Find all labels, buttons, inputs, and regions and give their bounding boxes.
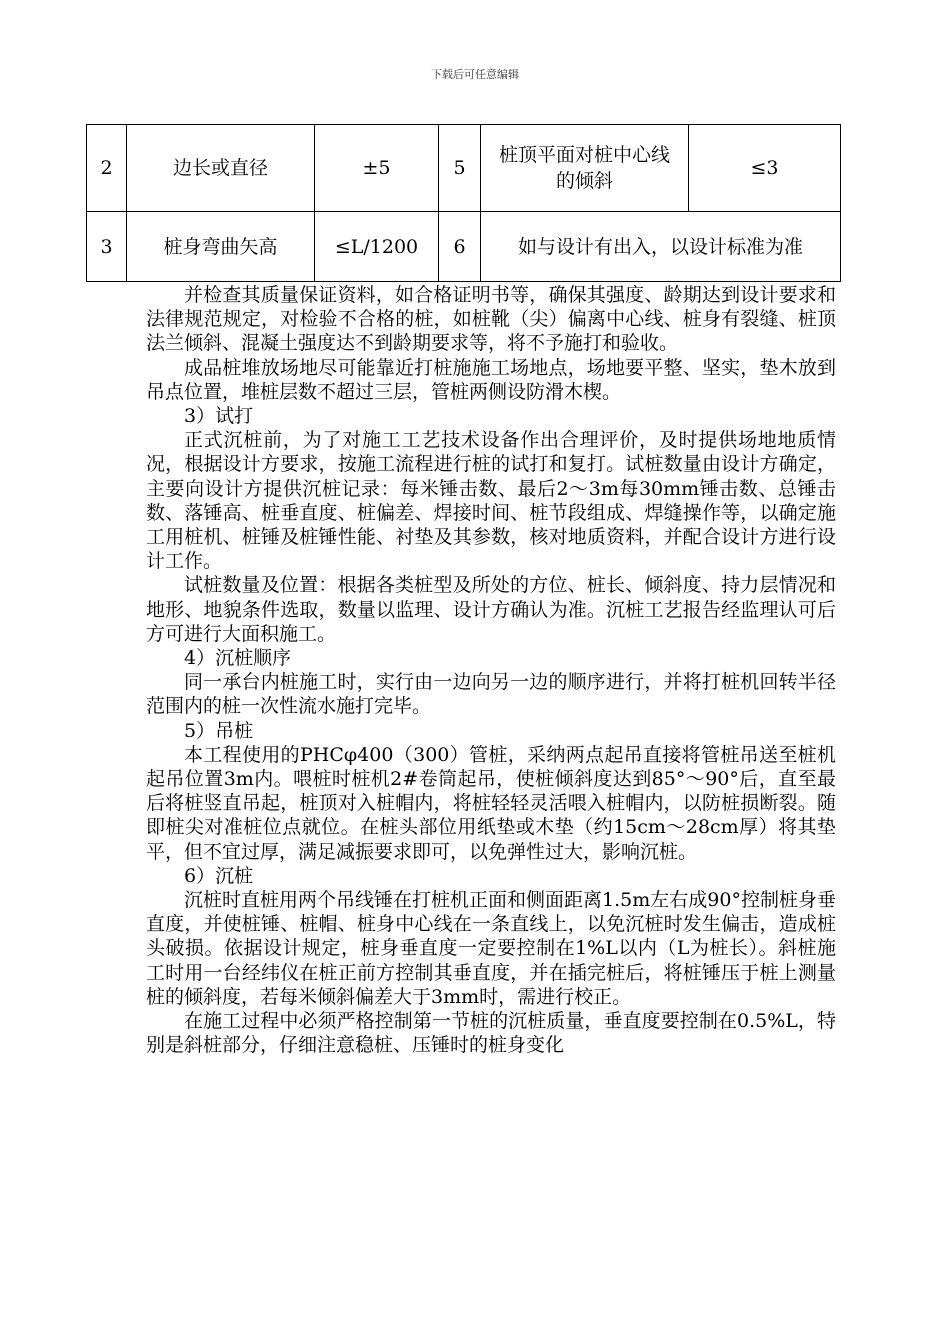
paragraph: 试桩数量及位置：根据各类桩型及所处的方位、桩长、倾斜度、持力层情况和地形、地貌条件选取，数量以监理、设计方确认为准。沉桩工艺报告经监理认可后方可进行大面积施工。 — [146, 574, 836, 645]
table-cell: 边长或直径 — [127, 125, 315, 212]
table-cell: 6 — [439, 212, 481, 282]
paragraph: 正式沉桩前，为了对施工工艺技术设备作出合理评价，及时提供场地地质情况，根据设计方要求，按施工流程进行桩的试打和复打。试桩数量由设计方确定，主要向设计方提供沉桩记录：每米锤击数、最后2～3m每30mm锤击数、总锤击数、落锤高、桩垂直度、桩偏差、焊接时间、桩节段组成、焊缝操作等，以确定施工用桩机、桩锤及桩锤性能、衬垫及其参数，核对地质资料，并配合设计方进行设计工作。 — [146, 429, 836, 573]
paragraph: 沉桩时直桩用两个吊线锤在打桩机正面和侧面距离1.5m左右成90°控制桩身垂直度，并使桩锤、桩帽、桩身中心线在一条直线上，以免沉桩时发生偏击，造成桩头破损。依据设计规定，桩身垂直度一定要控制在1%L以内（L为桩长）。斜桩施工时用一台经纬仪在桩正前方控制其垂直度，并在插完桩后，将桩锤压于桩上测量桩的倾斜度，若每米倾斜偏差大于3mm时，需进行校正。 — [146, 889, 836, 1008]
section-heading: 5）吊桩 — [184, 719, 254, 742]
table-cell: ±5 — [315, 125, 439, 212]
table-cell: 5 — [439, 125, 481, 212]
paragraph: 成品桩堆放场地尽可能靠近打桩施施工场地点，场地要平整、坚实，垫木放到吊点位置，堆桩层数不超过三层，管桩两侧设防滑木楔。 — [146, 356, 836, 403]
section-heading: 4）沉桩顺序 — [184, 647, 292, 670]
section-heading: 6）沉桩 — [184, 864, 254, 887]
table-cell: 桩顶平面对桩中心线的倾斜 — [481, 125, 689, 212]
table-cell: 如与设计有出入，以设计标准为准 — [481, 212, 841, 282]
paragraph: 并检查其质量保证资料，如合格证明书等，确保其强度、龄期达到设计要求和法律规范规定，对检验不合格的桩，如桩靴（尖）偏离中心线、桩身有裂缝、桩顶法兰倾斜、混凝土强度达不到龄期要求等，将不予施打和验收。 — [146, 284, 836, 355]
table-cell: 桩身弯曲矢高 — [127, 212, 315, 282]
table-row — [87, 212, 841, 282]
table-cell: ≤3 — [689, 125, 841, 212]
spec-table — [86, 124, 841, 282]
section-heading: 3）试打 — [184, 405, 254, 428]
document-body — [146, 283, 836, 1058]
table-cell: ≤L/1200 — [315, 212, 439, 282]
paragraph: 同一承台内桩施工时，实行由一边向另一边的顺序进行，并将打桩机回转半径范围内的桩一次性流水施打完毕。 — [146, 671, 836, 718]
paragraph: 在施工过程中必须严格控制第一节桩的沉桩质量，垂直度要控制在0.5%L，特别是斜桩部分，仔细注意稳桩、压锤时的桩身变化 — [146, 1010, 836, 1057]
table-row — [87, 125, 841, 212]
table-cell: 3 — [87, 212, 127, 282]
paragraph: 本工程使用的PHCφ400（300）管桩，采纳两点起吊直接将管桩吊送至桩机起吊位置3m内。喂桩时桩机2#卷筒起吊，使桩倾斜度达到85°～90°后，直至最后将桩竖直吊起，桩顶对入桩帽内，将桩轻轻灵活喂入桩帽内，以防桩损断裂。随即桩尖对准桩位点就位。在桩头部位用纸垫或木垫（约15cm～28cm厚）将其垫平，但不宜过厚，满足减振要求即可，以免弹性过大，影响沉桩。 — [146, 743, 836, 863]
table-cell: 2 — [87, 125, 127, 212]
page-header: 下载后可任意编辑 — [431, 68, 519, 81]
